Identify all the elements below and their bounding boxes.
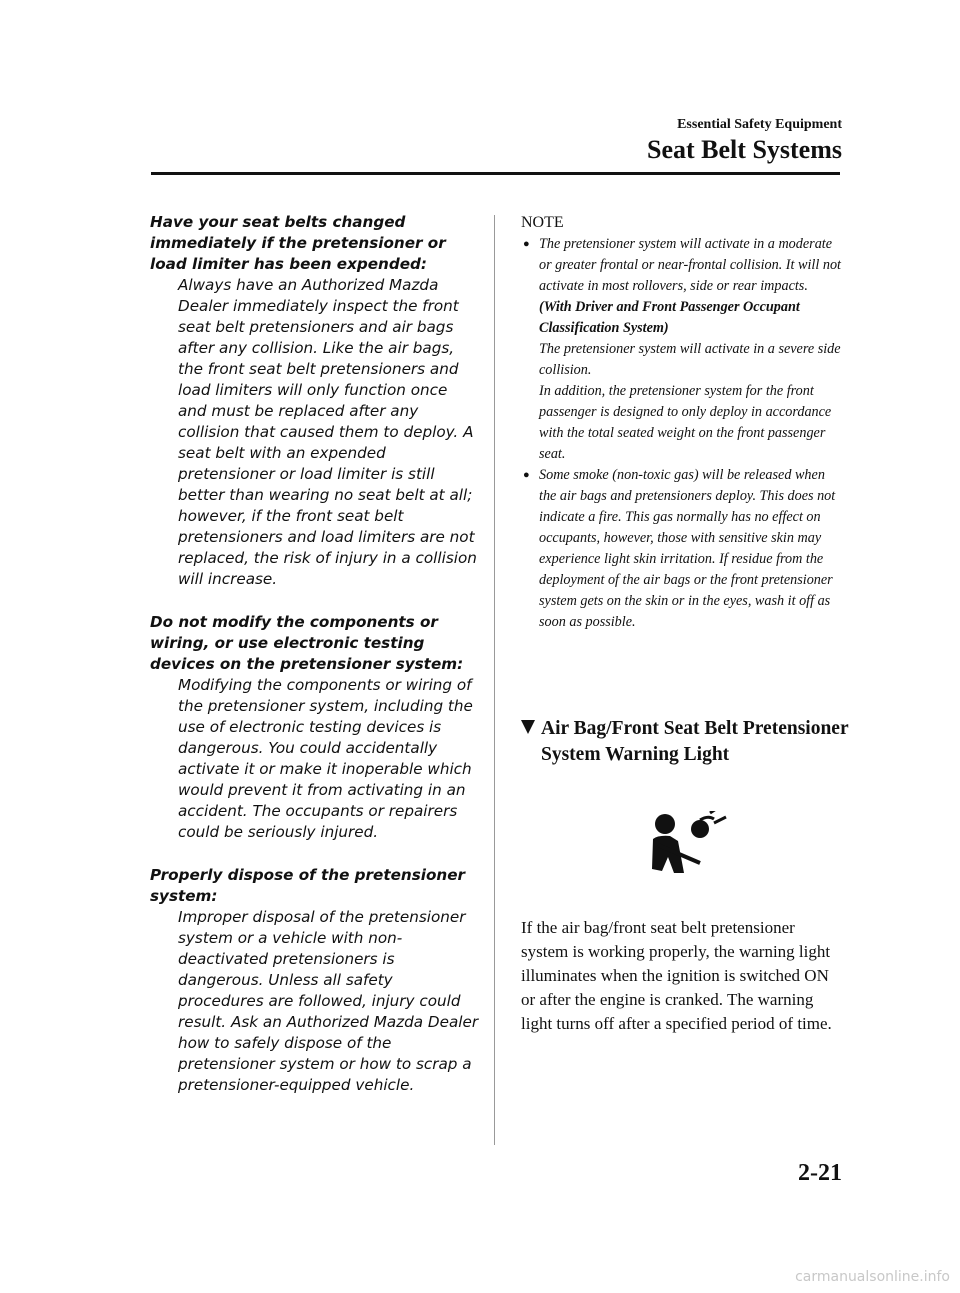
right-column — [521, 214, 843, 633]
page-number: 2-21 — [798, 1160, 842, 1186]
page-title: Seat Belt Systems — [647, 135, 842, 164]
note-item — [521, 465, 843, 633]
note-text: The pretensioner system will activate in a severe side collision. — [539, 341, 841, 378]
note-text: Some smoke (non-toxic gas) will be released when the air bags and pretensioners deploy. This does not indicate a fire. This gas normally has no effect on occupants, however, those with sensitive skin may experience light skin irritation. If residue from the deployment of the air bags or the front pretensioner system gets on the skin or in the eyes, wash it off as soon as possible. — [539, 467, 836, 630]
warning-block — [150, 865, 480, 1096]
header-section-label: Essential Safety Equipment — [677, 117, 842, 132]
triangle-marker-icon — [521, 720, 535, 734]
bullet-icon: ● — [523, 469, 530, 481]
warning-heading: Do not modify the components or wiring, or use electronic testing devices on the pretensioner system: — [150, 613, 464, 673]
watermark: carmanualsonline.info — [795, 1269, 950, 1285]
section-heading-text: Air Bag/Front Seat Belt Pretensioner System Warning Light — [541, 718, 849, 765]
warning-body: Improper disposal of the pretensioner system or a vehicle with non-deactivated pretensioners is dangerous. Unless all safety procedures are followed, injury could result. Ask an Authorized Mazda Dealer how to safely dispose of the pretensioner system or how to scrap a pretensioner-equipped vehicle. — [178, 908, 479, 1094]
note-text: In addition, the pretensioner system for the front passenger is designed to only deploy in accordance with the total seated weight on the front passenger seat. — [539, 383, 832, 462]
warning-block — [150, 612, 480, 843]
bullet-icon: ● — [523, 238, 530, 250]
note-title: NOTE — [521, 214, 564, 231]
warning-body: Always have an Authorized Mazda Dealer immediately inspect the front seat belt pretensioners and air bags after any collision. Like the air bags, the front seat belt pretensioners and load limiters will only function once and must be replaced after any collision that caused them to deploy. A seat belt with an expended pretensioner or load limiter is still better than wearing no seat belt at all; however, if the front seat belt pretensioners and load limiters are not replaced, the risk of injury in a collision will increase. — [178, 276, 477, 588]
note-list — [521, 234, 843, 633]
note-condition: (With Driver and Front Passenger Occupant Classification System) — [539, 299, 800, 336]
warning-heading: Properly dispose of the pretensioner system: — [150, 866, 465, 905]
header-rule — [151, 172, 840, 175]
left-column — [150, 212, 480, 1118]
warning-block — [150, 212, 480, 590]
note-text: The pretensioner system will activate in a moderate or greater frontal or near-frontal collision. It will not activate in most rollovers, side or rear impacts. — [539, 236, 841, 294]
column-divider — [494, 215, 495, 1145]
airbag-warning-icon — [648, 811, 728, 877]
note-item — [521, 234, 843, 465]
warning-light-description: If the air bag/front seat belt pretensioner system is working properly, the warning light illuminates when the ignition is switched ON or after the engine is cranked. The warning light turns off after a specified period of time. — [521, 918, 832, 1033]
warning-body: Modifying the components or wiring of the pretensioner system, including the use of electronic testing devices is dangerous. You could accidentally activate it or make it inoperable which would prevent it from activating in an accident. The occupants or repairers could be seriously injured. — [178, 676, 473, 841]
warning-heading: Have your seat belts changed immediately if the pretensioner or load limiter has been expended: — [150, 213, 446, 273]
section-heading — [521, 716, 851, 768]
